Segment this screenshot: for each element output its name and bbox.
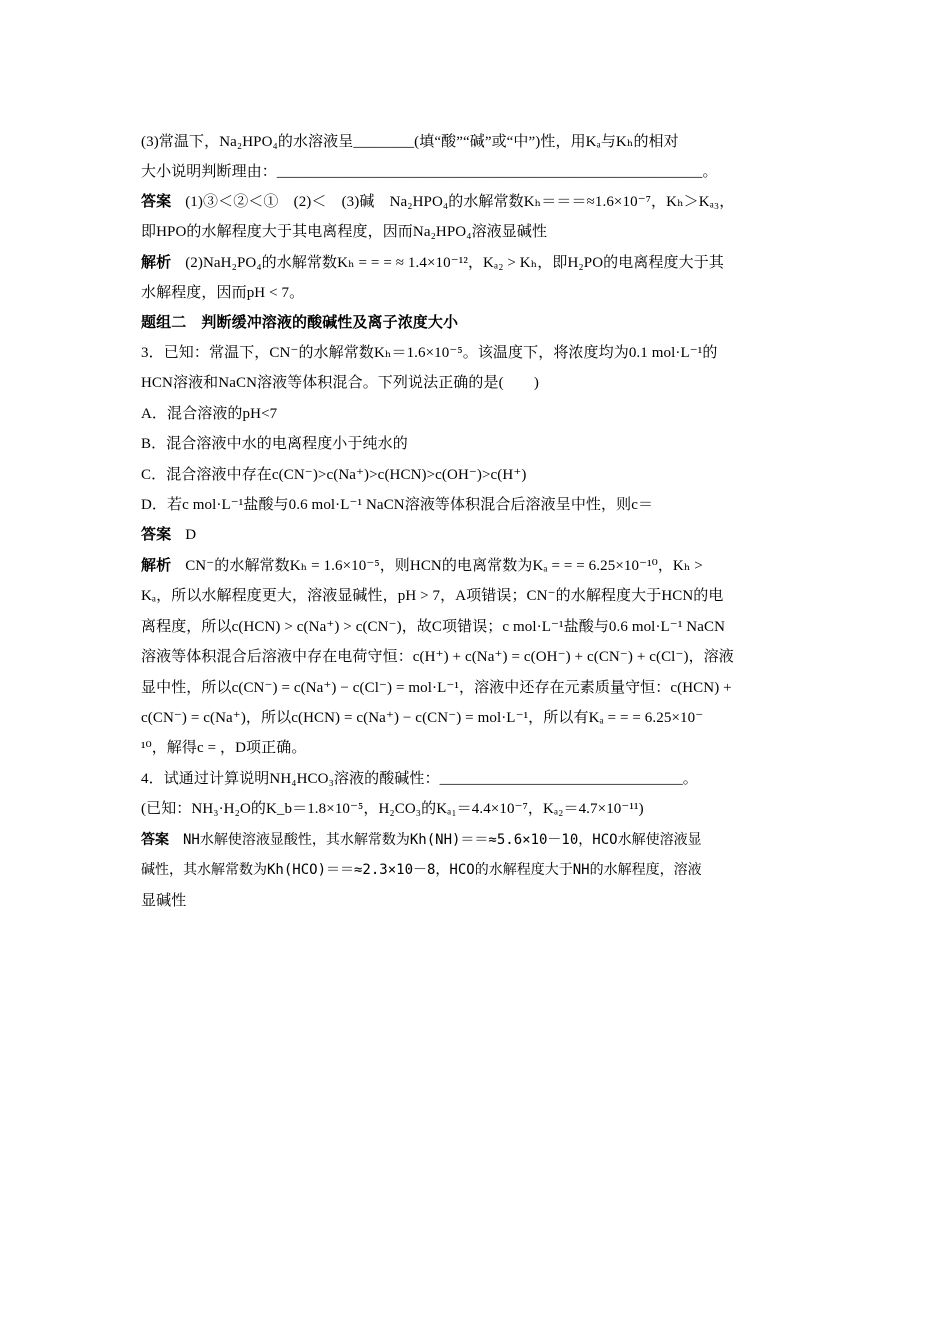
- text-line: [141, 465, 526, 485]
- line-text: C．混合溶液中存在c(CN⁻)>c(Na⁺)>c(HCN)>c(OH⁻)>c(H⁺): [141, 467, 527, 483]
- line-text: 显中性，所以c(CN⁻) = c(Na⁺) − c(Cl⁻) = mol·L⁻¹，溶液中还存在元素质量守恒：c(HCN) +: [141, 680, 732, 696]
- line-text: A．混合溶液的pH<7: [141, 406, 278, 422]
- text-line: [141, 860, 702, 880]
- text-line: [141, 283, 304, 303]
- line-text: Kₐ，所以水解程度更大，溶液显碱性，pH > 7，A项错误；CN⁻的水解程度大于HCN的电: [141, 588, 724, 604]
- line-text: 即HPO的水解程度大于其电离程度，因而Na₂HPO₄溶液显碱性: [141, 224, 548, 240]
- text-line: [141, 525, 196, 545]
- answer-label: 答案: [141, 832, 169, 848]
- text-line: [141, 434, 408, 454]
- text-line: [141, 343, 717, 363]
- text-line: [141, 192, 734, 212]
- answer-label: 答案: [141, 527, 172, 543]
- line-text: 溶液等体积混合后溶液中存在电荷守恒：c(H⁺) + c(Na⁺) = c(OH⁻) + c(CN⁻) + c(Cl⁻)，溶液: [141, 649, 734, 665]
- section-heading: [141, 313, 458, 333]
- line-text: D: [185, 527, 197, 543]
- text-line: [141, 556, 703, 576]
- text-line: [141, 647, 734, 667]
- text-line: [141, 830, 702, 850]
- line-text: c(CN⁻) = c(Na⁺)，所以c(HCN) = c(Na⁺) − c(CN⁻) = mol·L⁻¹，所以有Kₐ = = = 6.25×10⁻: [141, 710, 704, 726]
- text-line: [141, 162, 718, 182]
- text-line: [141, 769, 698, 789]
- line-text: NH水解使溶液显酸性，其水解常数为Kh(NH)＝＝≈5.6×10－10，HCO水解使溶液显: [183, 832, 702, 848]
- line-text: (已知：NH₃·H₂O的K_b＝1.8×10⁻⁵，H₂CO₃的Kₐ₁＝4.4×10⁻⁷，Kₐ₂＝4.7×10⁻¹¹): [141, 801, 644, 817]
- text-line: [141, 404, 277, 424]
- text-line: [141, 586, 724, 606]
- text-line: [141, 891, 186, 911]
- line-text: D．若c mol·L⁻¹盐酸与0.6 mol·L⁻¹ NaCN溶液等体积混合后溶液呈中性，则c＝: [141, 497, 654, 513]
- answer-label: 答案: [141, 194, 172, 210]
- line-text: 大小说明判断理由：________________________________________________________。: [141, 164, 718, 180]
- line-text: 碱性，其水解常数为Kh(HCO)＝＝≈2.3×10－8，HCO的水解程度大于NH的水解程度，溶液: [141, 862, 702, 878]
- line-text: CN⁻的水解常数Kₕ = 1.6×10⁻⁵，则HCN的电离常数为Kₐ = = = 6.25×10⁻¹⁰，Kₕ >: [185, 558, 703, 574]
- line-text: (1)③＜②＜① (2)＜ (3)碱 Na₂HPO₄的水解常数Kₕ＝＝＝≈1.6×10⁻⁷，Kₕ＞Kₐ₃，: [185, 194, 735, 210]
- text-line: [141, 132, 679, 152]
- text-line: [141, 495, 653, 515]
- text-line: [141, 799, 644, 819]
- answer-label: 解析: [141, 255, 172, 271]
- text-line: [141, 222, 547, 242]
- line-text: (2)NaH₂PO₄的水解常数Kₕ = = = ≈ 1.4×10⁻¹²，Kₐ₂ > Kₕ，即H₂PO的电离程度大于其: [185, 255, 724, 271]
- line-text: B．混合溶液中水的电离程度小于纯水的: [141, 436, 408, 452]
- line-text: 显碱性: [141, 893, 187, 909]
- text-line: [141, 708, 703, 728]
- line-text: 离程度，所以c(HCN) > c(Na⁺) > c(CN⁻)，故C项错误；c mol·L⁻¹盐酸与0.6 mol·L⁻¹ NaCN: [141, 619, 726, 635]
- text-line: [141, 373, 539, 393]
- line-text: 3．已知：常温下，CN⁻的水解常数Kₕ＝1.6×10⁻⁵。该温度下，将浓度均为0.1 mol·L⁻¹的: [141, 345, 718, 361]
- answer-label: 解析: [141, 558, 172, 574]
- line-text: 水解程度，因而pH < 7。: [141, 285, 305, 301]
- line-text: (3)常温下，Na₂HPO₄的水溶液呈________(填“酸”“碱”或“中”)性，用Kₐ与Kₕ的相对: [141, 134, 679, 150]
- line-text: HCN溶液和NaCN溶液等体积混合。下列说法正确的是( ): [141, 375, 539, 391]
- line-text: 4．试通过计算说明NH₄HCO₃溶液的酸碱性：________________________________。: [141, 771, 698, 787]
- text-line: [141, 253, 724, 273]
- text-line: [141, 738, 306, 758]
- line-text: ¹⁰，解得c = ，D项正确。: [141, 740, 307, 756]
- line-text: 题组二 判断缓冲溶液的酸碱性及离子浓度大小: [141, 315, 459, 331]
- text-line: [141, 678, 732, 698]
- text-line: [141, 617, 725, 637]
